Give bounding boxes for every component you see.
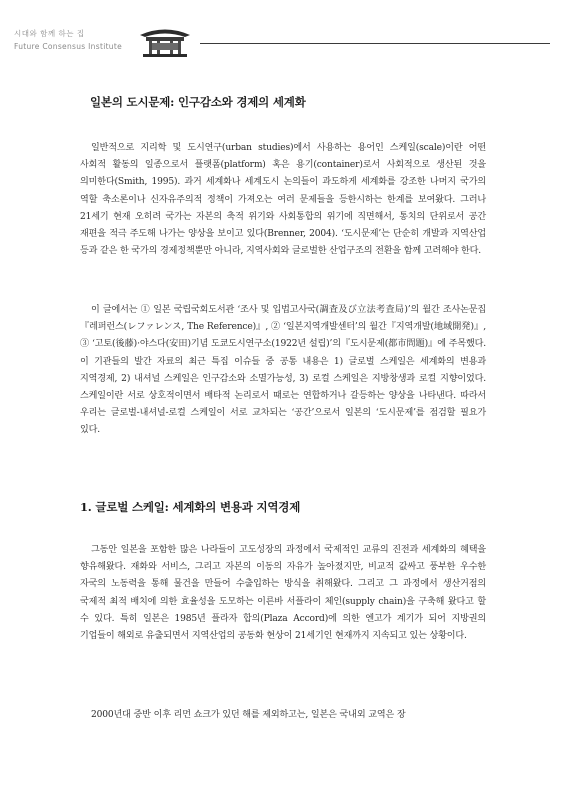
article-title: 일본의 도시문제: 인구감소와 경제의 세계화: [90, 95, 306, 109]
section1-paragraph-2: 2000년대 중반 이후 리먼 쇼크가 있던 해를 제외하고는, 일본은 국내외 교역은 장: [91, 710, 406, 720]
header-rule: [200, 43, 550, 44]
body-paragraph-2: 이 글에서는 ① 일본 국립국회도서관 ‘조사 및 입법고사국(調査及び立法考査局)’의 월간 조사논문집『레퍼런스(レファレンス, The Reference)』, ② ‘일본지역개발센터’의 월간『지역개발(地域開発)』, ③ ‘고토(後藤)·야스다(安田)기념 도쿄도시연구소(1922년 설립)’의『도시문제(都市問題)』에 주목했다. 이 기관들의 발간 자료의 최근 특집 이슈들 중 공통 내용은 1) 글로벌 스케일은 세계화의 변용과 지역경제, 2) 내셔널 스케일은 인구감소와 소멸가능성, 3) 로컬 스케일은 지방창생과 로컬 지향이었다. 스케일이란 서로 상호적이면서 배타적 논리로서 때로는 연합하거나 갈등하는 양상을 나타낸다. 따라서 우리는 글로벌-내셔널-로컬 스케일이 서로 교차되는 ‘공간’으로서 일본의 ‘도시문제’를 점검할 필요가 있다.: [80, 305, 486, 436]
section1-paragraph-1: 그동안 일본을 포함한 많은 나라들이 고도성장의 과정에서 국제적인 교류의 진전과 세계화의 혜택을 향유해왔다. 재화와 서비스, 그리고 자본의 이동의 자유가 높아졌지만, 비교적 값싸고 풍부한 우수한 자국의 노동력을 통해 물건을 만들어 수출입하는 방식을 취해왔다. 그리고 그 과정에서 생산거점의 국제적 최적 배치에 의한 효율성을 도모하는 이른바 서플라이 체인(supply chain)을 구축해 왔다고 할 수 있다. 특히 일본은 1985년 플라자 합의(Plaza Accord)에 의한 엔고가 계기가 되어 지방권의 기업들이 해외로 유출되면서 지역산업의 공동화 현상이 21세기인 현재까지 지속되고 있는 상황이다.: [80, 545, 486, 642]
body-paragraph-1: 일반적으로 지리학 및 도시연구(urban studies)에서 사용하는 용어인 스케일(scale)이란 어떤 사회적 활동의 일종으로서 플랫폼(platform) 혹은 용기(container)로서 사회적으로 생산된 것을 의미한다(Smith, 1995). 과거 세계화나 세계도시 논의들이 과도하게 세계화를 강조한 나머지 국가의 역할 축소론이나 신자유주의적 정책이 가져오는 여러 문제들을 등한시하는 한계를 보여왔다. 그러나 21세기 현재 오히려 국가는 자본의 축적 위기와 사회통합의 위기에 직면해서, 통치의 단위로서 공간 재편을 적극 주도해 나가는 양상을 보이고 있다(Brenner, 2004). ‘도시문제’는 단순히 개발과 지역산업 등과 같은 한 국가의 경제정책뿐만 아니라, 지역사회와 글로벌한 산업구조의 전환을 함께 고려해야 한다.: [80, 143, 486, 257]
pavilion-logo-icon: [138, 22, 192, 58]
org-name-korean: 시대와 함께 하는 집: [14, 29, 85, 38]
org-name-english: Future Consensus Institute: [14, 42, 123, 51]
section-heading-1: 1. 글로벌 스케일: 세계화의 변용과 지역경제: [80, 500, 301, 514]
page-header: [0, 0, 566, 70]
